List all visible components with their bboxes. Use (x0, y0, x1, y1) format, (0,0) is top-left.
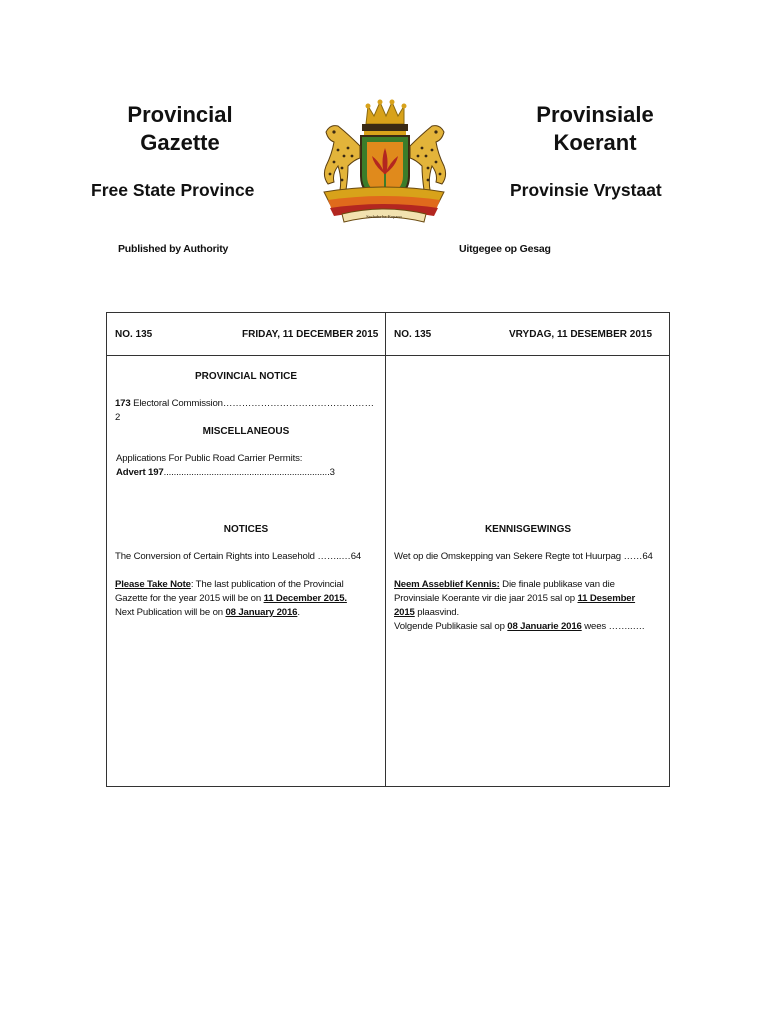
left-issue-date: FRIDAY, 11 DECEMBER 2015 (242, 329, 379, 340)
misc-entry (116, 452, 378, 480)
nak-date1-part2: 2015 (394, 607, 415, 618)
neem-asseblief-kennis (394, 578, 669, 634)
contents-box (106, 312, 670, 787)
ptn-end: . (297, 607, 300, 618)
notice-text: Electoral Commission…………………………………………2 (115, 398, 374, 423)
notice-173-entry (115, 397, 377, 425)
please-take-note-label: Please Take Note (115, 579, 191, 590)
left-published-by: Published by Authority (118, 243, 229, 255)
crown-icon (366, 100, 407, 125)
notices-heading: NOTICES (223, 524, 269, 535)
column-divider (385, 313, 386, 786)
provincial-notice-heading: PROVINCIAL NOTICE (194, 371, 298, 382)
misc-advert: Advert 197 (116, 467, 164, 478)
right-title-line1: Provinsiale (536, 102, 654, 127)
left-title (100, 101, 260, 157)
ptn-text3: Next Publication will be on (115, 607, 226, 618)
nak-date1-part1: 11 Desember (577, 593, 636, 604)
nak-date2: 08 Januarie 2016 (507, 621, 582, 632)
ptn-text1: : The last publication of the Provincial (190, 579, 344, 590)
coat-of-arms-icon (304, 96, 464, 228)
left-title-line1: Provincial (127, 102, 233, 127)
ptn-date1: 11 December 2015. (263, 593, 347, 604)
right-leopard-icon (410, 126, 446, 190)
left-issue-number: NO. 135 (115, 329, 153, 340)
left-title-line2: Gazette (140, 130, 220, 155)
please-take-note (115, 578, 381, 620)
misc-line1: Applications For Public Road Carrier Permits: (116, 453, 303, 464)
nak-text3: plaasvind. (414, 607, 459, 618)
nak-text5: wees ……..…. (581, 621, 645, 632)
notices-entry: The Conversion of Certain Rights into Leasehold ……..…64 (115, 551, 362, 562)
right-subtitle: Provinsie Vrystaat (510, 180, 662, 200)
right-published-by: Uitgegee op Gesag (459, 243, 551, 255)
miscellaneous-heading: MISCELLANEOUS (202, 426, 290, 437)
right-title (515, 101, 675, 157)
nak-text2: Provinsiale Koerante vir die jaar 2015 sal op (394, 593, 578, 604)
left-subtitle: Free State Province (91, 180, 255, 200)
ptn-text2: Gazette for the year 2015 will be on (115, 593, 264, 604)
nak-text4: Volgende Publikasie sal op (394, 621, 508, 632)
left-leopard-icon (324, 126, 360, 190)
right-issue-number: NO. 135 (394, 329, 432, 340)
misc-dots: ..................................................................3 (163, 467, 335, 478)
nak-text1: Die finale publikase van die (499, 579, 615, 590)
header-divider (107, 355, 669, 356)
right-issue-date: VRYDAG, 11 DESEMBER 2015 (509, 329, 653, 340)
ptn-date2: 08 January 2016 (225, 607, 298, 618)
kennisgewings-entry: Wet op die Omskepping van Sekere Regte tot Huurpag ……64 (394, 551, 653, 562)
neem-asseblief-kennis-label: Neem Asseblief Kennis: (394, 579, 500, 590)
notice-number: 173 (115, 398, 131, 409)
crest-motto: Sechaba ka Kopano (366, 214, 402, 219)
right-title-line2: Koerant (553, 130, 637, 155)
kennisgewings-heading: KENNISGEWINGS (484, 524, 572, 535)
